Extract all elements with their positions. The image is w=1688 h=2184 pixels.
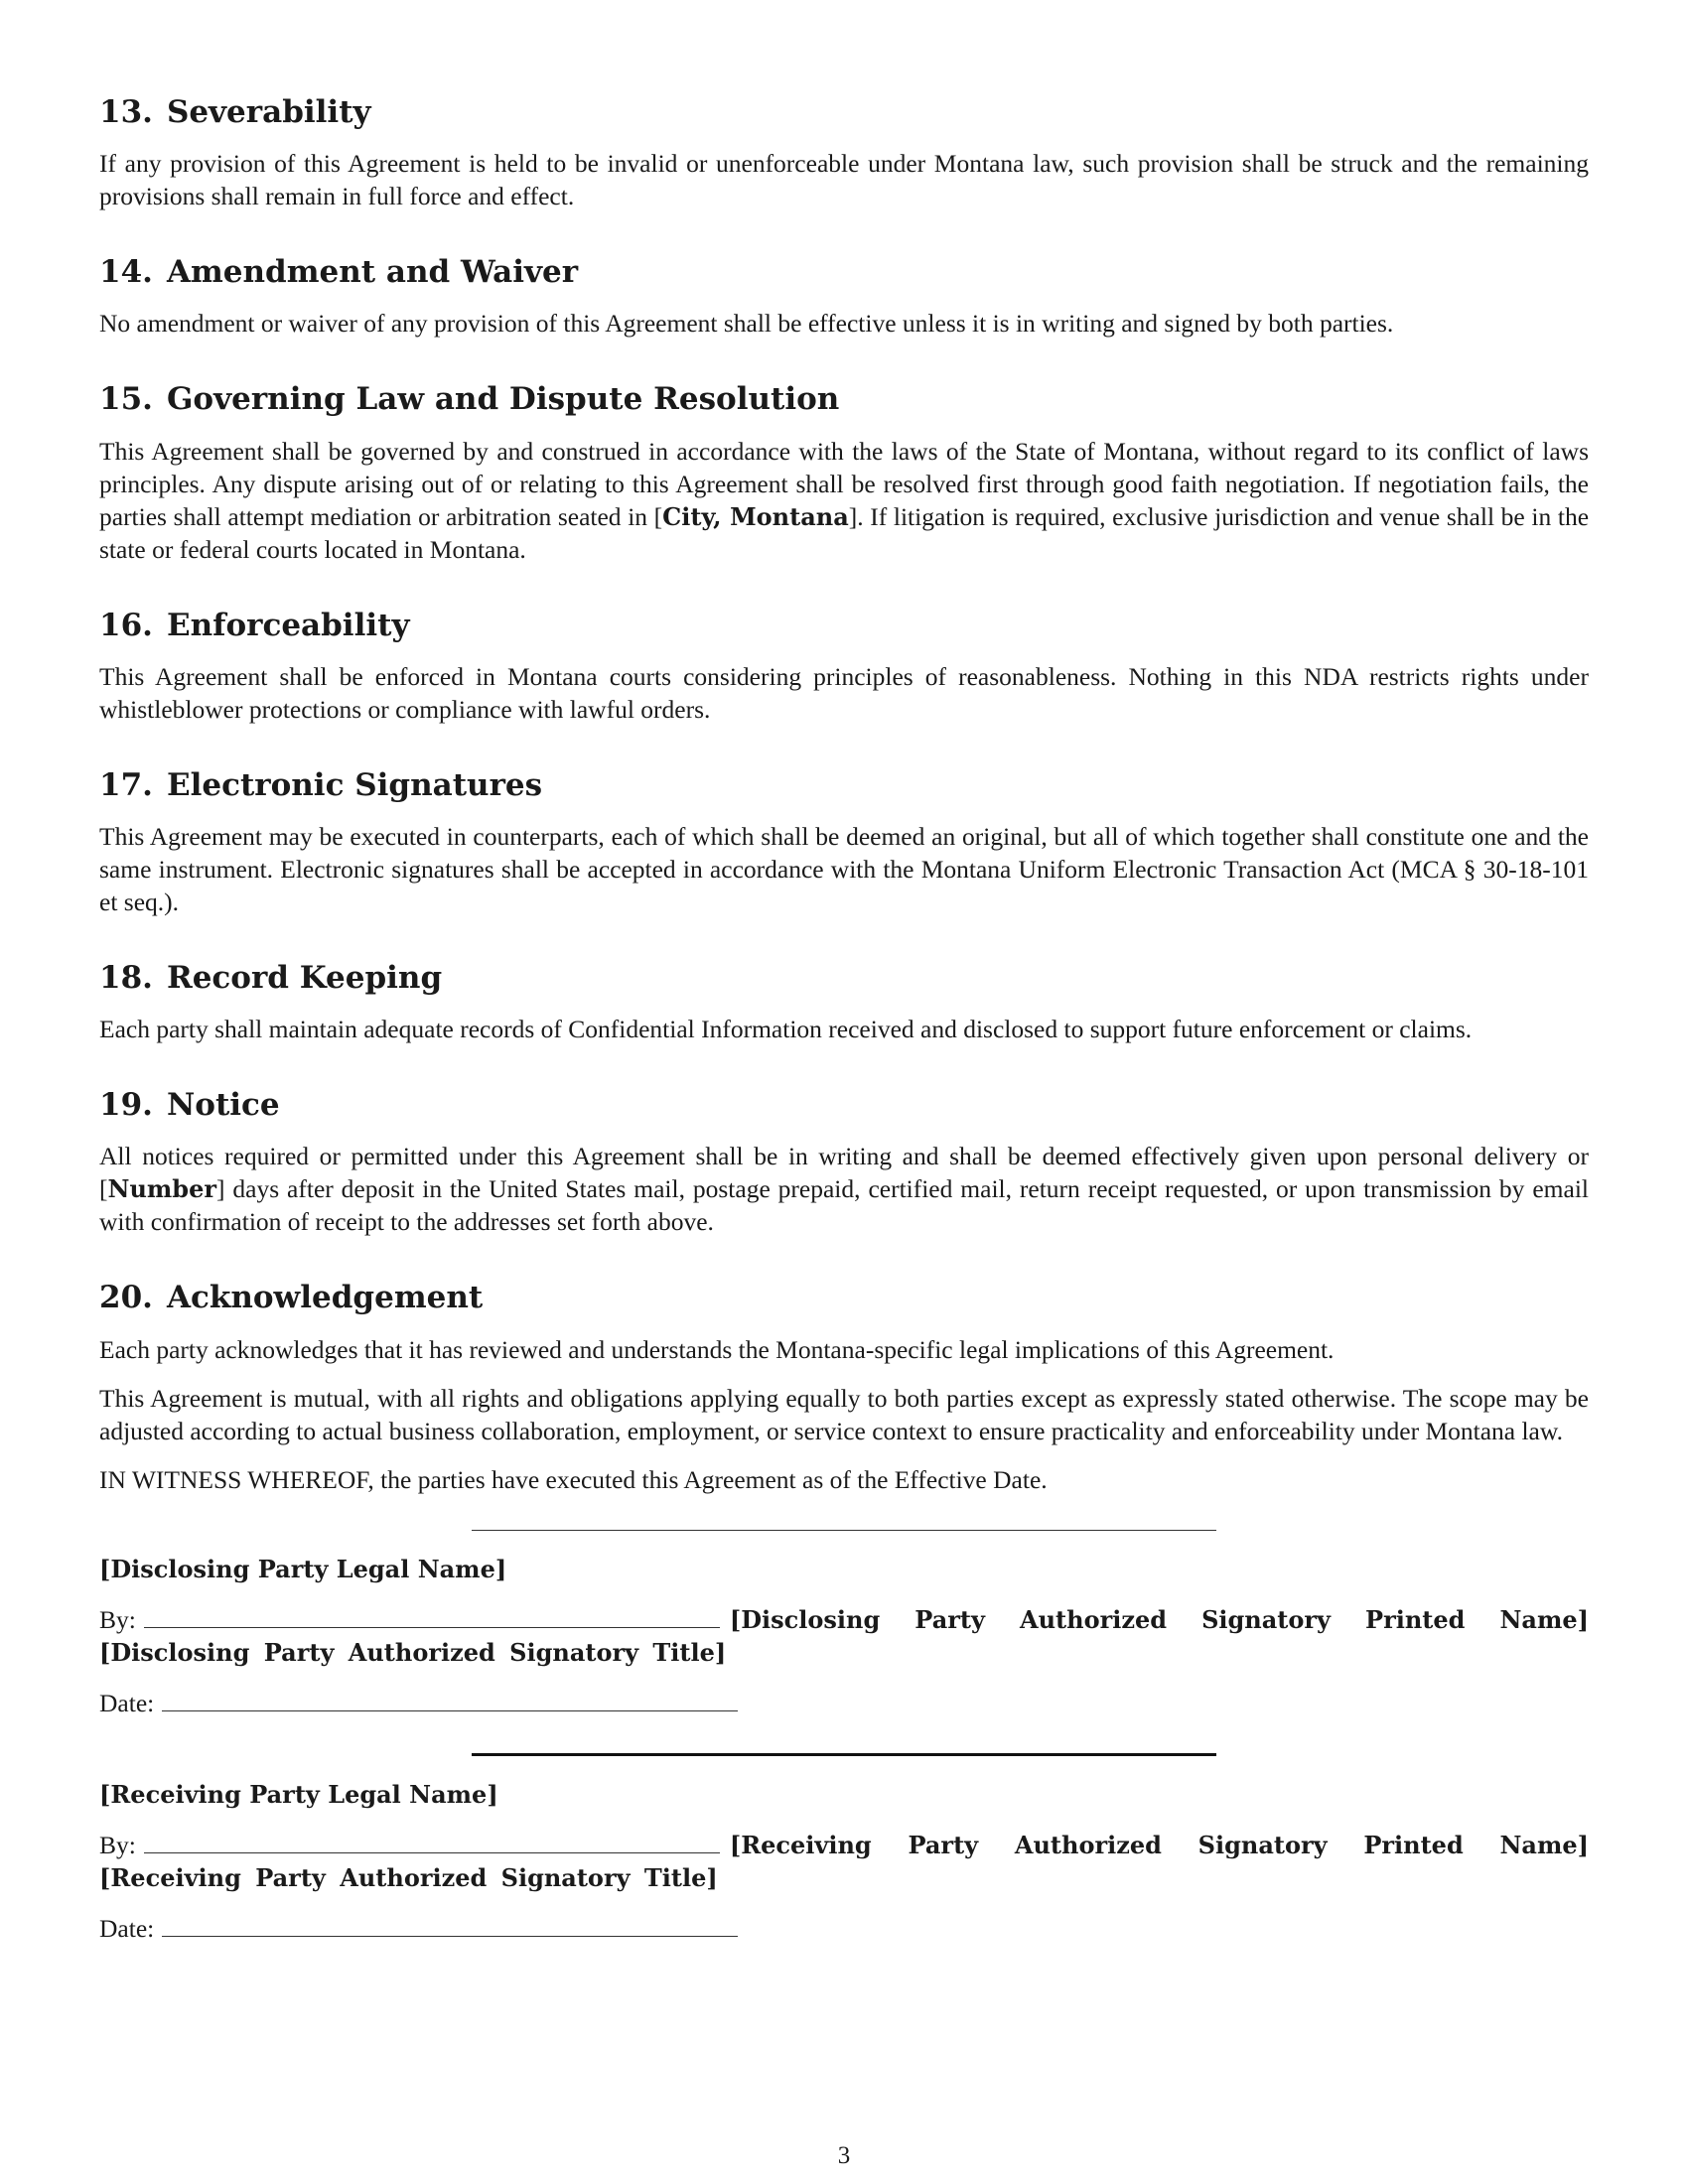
disclosing-signatory: [Disclosing Party Authorized Signatory Printed Name] [Disclosing Party Authorized Signatory Title] — [99, 1604, 1589, 1667]
section-title: Severability — [166, 94, 371, 130]
signature-divider — [472, 1530, 1216, 1531]
page-number: 3 — [837, 2142, 851, 2169]
date-label: Date: — [99, 1913, 155, 1943]
section-title: Electronic Signatures — [166, 766, 543, 803]
receiving-by-line — [99, 1829, 1589, 1894]
disclosing-party-name: [Disclosing Party Legal Name] — [99, 1554, 507, 1583]
signature-line[interactable] — [144, 1605, 720, 1628]
section-number: 16. — [99, 607, 153, 643]
section-13-text: If any provision of this Agreement is held to be invalid or unenforceable under Montana law, such provision shall be struck and the remaining provisions shall remain in full force and effect. — [99, 149, 1589, 211]
section-title: Amendment and Waiver — [166, 254, 579, 291]
signatory-title: Receiving Party Authorized Signatory Title — [110, 1862, 707, 1892]
section-15-heading — [99, 381, 1589, 418]
section-number: 15. — [99, 381, 153, 418]
text-segment: This Agreement shall be governed by and construed in accordance with the laws of the State of Montana, without regard to its conflict of laws principles. Any dispute arising out of or relating to this Agreement shall be resolved first through good faith negotiation. If negotiation fails, the parties shall attempt mediation or arbitration seated in [ — [99, 436, 1589, 531]
section-title: Enforceability — [166, 607, 410, 643]
section-18-text: Each party shall maintain adequate records of Confidential Information received and disclosed to support future enforcement or claims. — [99, 1015, 1473, 1044]
section-17-heading — [99, 767, 1589, 804]
section-16-heading — [99, 608, 1589, 644]
date-label: Date: — [99, 1688, 155, 1717]
section-number: 14. — [99, 254, 153, 291]
section-19-text — [99, 1140, 1589, 1238]
section-title: Governing Law and Dispute Resolution — [166, 381, 840, 418]
party-name-text: Disclosing Party Legal Name — [110, 1554, 495, 1583]
receiving-signatory: [Receiving Party Authorized Signatory Printed Name] [Receiving Party Authorized Signatory Title] — [99, 1830, 1589, 1892]
section-14-text: No amendment or waiver of any provision of this Agreement shall be effective unless it is in writing and signed by both parties. — [99, 309, 1394, 339]
section-number: 20. — [99, 1280, 153, 1316]
disclosing-date-line — [99, 1687, 1589, 1719]
signatory-title: Disclosing Party Authorized Signatory Title — [110, 1637, 715, 1667]
witness-text: IN WITNESS WHEREOF, the parties have executed this Agreement as of the Effective Date. — [99, 1464, 1048, 1494]
city-placeholder: City, Montana — [662, 501, 849, 531]
section-20-heading — [99, 1280, 1589, 1316]
section-15-text — [99, 435, 1589, 566]
section-14-heading — [99, 254, 1589, 291]
date-field-line[interactable] — [162, 1914, 738, 1937]
section-19-heading — [99, 1087, 1589, 1124]
signatory-printed-name: Disclosing Party Authorized Signatory Printed Name — [741, 1604, 1578, 1634]
section-number: 18. — [99, 959, 153, 996]
mutual-scope-text: This Agreement is mutual, with all rights and obligations applying equally to both parties except as expressly stated otherwise. The scope may be adjusted according to actual business collaboration, employment, or service context to ensure practicality and enforceability under Montana law. — [99, 1383, 1589, 1445]
section-13-heading — [99, 94, 1589, 131]
receiving-party-name: [Receiving Party Legal Name] — [99, 1779, 498, 1809]
section-16-text: This Agreement shall be enforced in Montana courts considering principles of reasonableness. Nothing in this NDA restricts rights under whistleblower protections or compliance with lawful orders. — [99, 661, 1589, 724]
date-field-line[interactable] — [162, 1689, 738, 1711]
party-name-text: Receiving Party Legal Name — [110, 1779, 488, 1809]
text-segment: All notices required or permitted under this Agreement shall be in writing and shall be deemed effectively given upon personal delivery or [ — [99, 1142, 1589, 1204]
signature-divider — [472, 1753, 1216, 1756]
by-label: By: — [99, 1604, 136, 1634]
document-page — [99, 94, 1589, 1945]
section-title: Notice — [166, 1087, 280, 1124]
section-title: Acknowledgement — [166, 1280, 484, 1316]
text-segment: ]. If litigation is required, exclusive jurisdiction and venue shall be in the state or federal courts located in Montana. — [99, 501, 1590, 564]
signature-line[interactable] — [144, 1831, 720, 1853]
section-number: 19. — [99, 1087, 153, 1124]
disclosing-by-line — [99, 1603, 1589, 1669]
receiving-date-line — [99, 1912, 1589, 1945]
text-segment: ] days after deposit in the United States mail, postage prepaid, certified mail, return receipt requested, or upon transmission by email with confirmation of receipt to the addresses set forth above. — [99, 1174, 1589, 1237]
section-title: Record Keeping — [166, 959, 443, 996]
by-label: By: — [99, 1830, 136, 1859]
section-number: 17. — [99, 766, 153, 803]
acknowledgement-text: Each party acknowledges that it has reviewed and understands the Montana-specific legal implications of this Agreement. — [99, 1334, 1335, 1364]
section-number: 13. — [99, 94, 153, 130]
signatory-printed-name: Receiving Party Authorized Signatory Printed Name — [741, 1830, 1578, 1859]
section-17-text: This Agreement may be executed in counterparts, each of which shall be deemed an original, but all of which together shall constitute one and the same instrument. Electronic signatures shall be accepted in accordance with the Montana Uniform Electronic Transaction Act (MCA § 30-18-101 et seq.). — [99, 821, 1589, 916]
section-18-heading — [99, 960, 1589, 997]
number-placeholder: Number — [107, 1174, 216, 1204]
